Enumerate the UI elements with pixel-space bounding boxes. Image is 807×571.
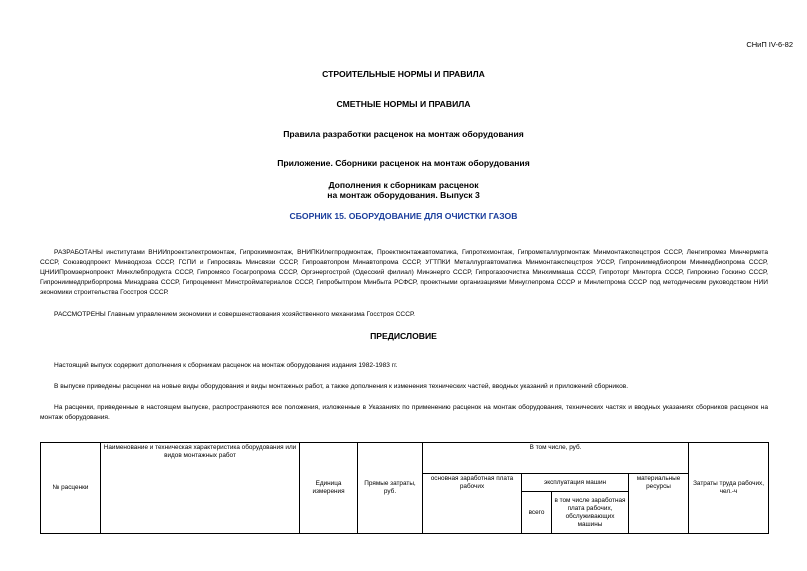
preface-paragraph-2 xyxy=(40,382,768,392)
preface-heading: ПРЕДИСЛОВИЕ xyxy=(370,331,437,341)
title-supplements-line2: на монтаж оборудования. Выпуск 3 xyxy=(327,190,480,200)
header-machine-total: всего xyxy=(522,492,552,534)
preface-text-3: На расценки, приведенные в настоящем выпуске, распространяются все положения, изложенные в Указаниях по применению расценок на монтаж оборудования, технических частях и вводных указаниях сборников расценок на монтаж оборудования. xyxy=(40,404,768,421)
document-code: СНиП IV-6-82 xyxy=(746,40,793,49)
header-rate-number: № расценки xyxy=(41,443,101,534)
title-rules: Правила разработки расценок на монтаж оборудования xyxy=(283,129,524,139)
developed-text: РАЗРАБОТАНЫ институтами ВНИИпроектэлектромонтаж, Гипрохиммонтаж, ВНИПКИлегпродмонтаж, Проектмонтажавтоматика, Гипротехмонтаж, Гипрометаллургмонтаж Минмонтажспецстроя СССР, Ленгипромез Минчермета СССР, Союзводпроект Минводхоза СССР, ГСПИ и Гипросвязь Минсвязи СССР, Гипроавтопром Минавтопрома СССР, УГТПКИ Металлургавтоматика Минмонтажспецстроя УССР, Гипрониимедбиопром Минмедбиопрома СССР, ЦНИИПромзернопроект Минхлебпродукта СССР, Гипромясо Госагропрома СССР, Оргэнергострой (Одесский филиал) Минэнерго СССР, Гипрогазоочистка Минхиммаша СССР, Гипроторг Минторга СССР, Гипрокино Госкино СССР, Гипрониимедприборпрома Минздрава СССР, Гипроцемент Минстройматериалов СССР, Гипробытпром Минбыта РСФСР, проектными организациями Минуглепрома СССР и Минлегпрома СССР под методическим руководством НИИ экономики строительства Госстроя СССР. xyxy=(40,249,768,296)
title-collection-15: СБОРНИК 15. ОБОРУДОВАНИЕ ДЛЯ ОЧИСТКИ ГАЗОВ xyxy=(289,211,518,221)
header-equipment-name: Наименование и техническая характеристика оборудования или видов монтажных работ xyxy=(101,443,300,534)
header-labor-costs: Затраты труда рабочих, чел.-ч xyxy=(689,443,769,534)
title-supplements-line1: Дополнения к сборникам расценок xyxy=(328,180,479,190)
title-appendix: Приложение. Сборники расценок на монтаж оборудования xyxy=(277,158,530,168)
preface-paragraph-1 xyxy=(40,361,768,371)
header-base-wage: основная заработная плата рабочих xyxy=(423,474,522,534)
reviewed-paragraph xyxy=(40,310,768,320)
developed-paragraph xyxy=(40,248,768,300)
preface-text-1: Настоящий выпуск содержит дополнения к сборникам расценок на монтаж оборудования издания 1982-1983 гг. xyxy=(54,362,398,369)
title-estimate-norms: СМЕТНЫЕ НОРМЫ И ПРАВИЛА xyxy=(336,99,471,109)
reviewed-text: РАССМОТРЕНЫ Главным управлением экономики и совершенствования хозяйственного механизма Госстроя СССР. xyxy=(54,311,415,318)
header-unit: Единица измерения xyxy=(300,443,358,534)
title-building-norms: СТРОИТЕЛЬНЫЕ НОРМЫ И ПРАВИЛА xyxy=(322,69,485,79)
header-materials: материальные ресурсы xyxy=(629,474,689,534)
header-machine-operation: эксплуатация машин xyxy=(522,474,629,492)
preface-paragraph-3 xyxy=(40,403,768,423)
rates-table-header xyxy=(40,442,769,534)
header-machine-operator-wage: в том числе заработная плата рабочих, обслуживающих машины xyxy=(552,492,629,534)
header-direct-costs: Прямые затраты, руб. xyxy=(358,443,423,534)
header-including: В том числе, руб. xyxy=(423,443,689,474)
preface-text-2: В выпуске приведены расценки на новые виды оборудования и виды монтажных работ, а также дополнения к изменения технических частей, вводных указаний и приложений сборников. xyxy=(54,383,629,390)
